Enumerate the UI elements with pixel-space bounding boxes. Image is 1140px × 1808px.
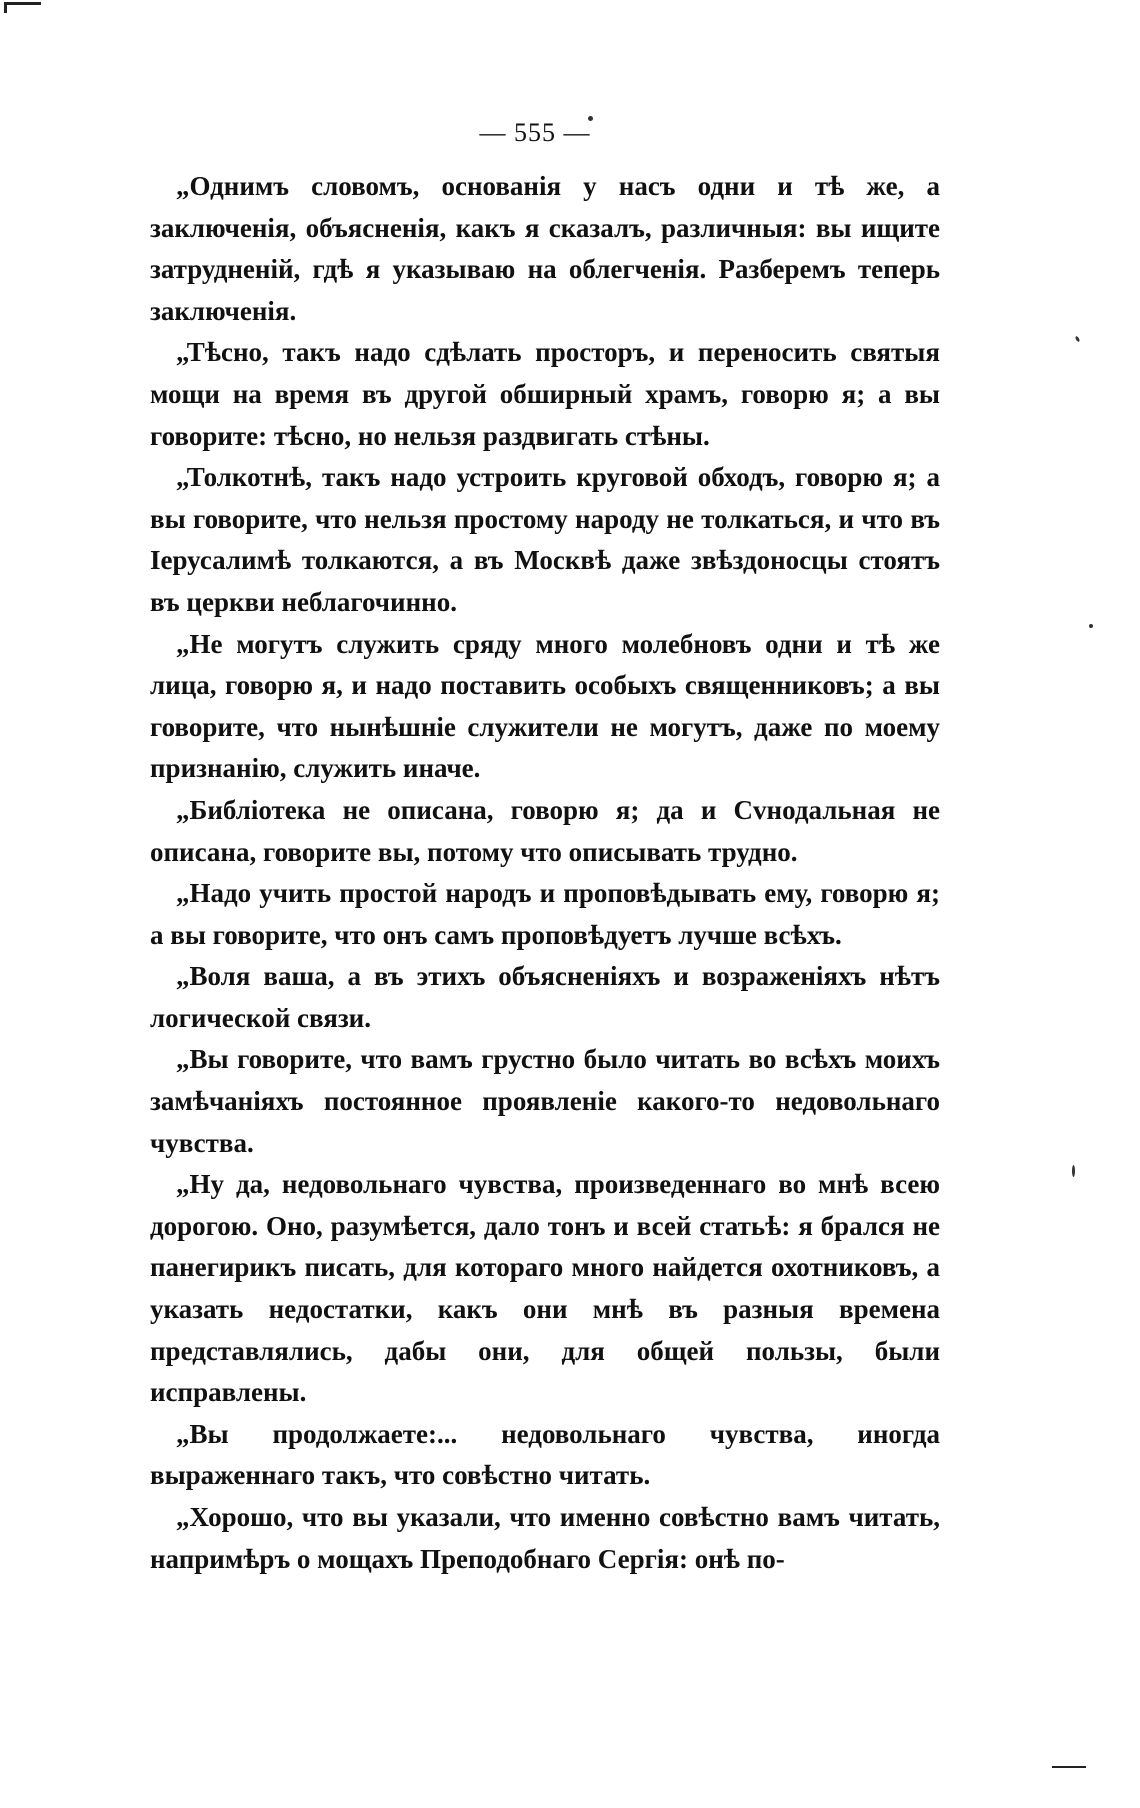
paragraph-5: „Библіотека не описана, говорю я; да и Сvнодальная не описана, говорите вы, потому что описывать трудно. xyxy=(150,794,940,867)
paragraph-1: „Однимъ словомъ, основанія у насъ одни и тѣ же, а заключенія, объясненія, какъ я сказалъ, различныя: вы ищите затрудненій, гдѣ я указываю на облегченія. Разберемъ теперь заключенія. xyxy=(150,171,940,326)
page-speck xyxy=(1075,336,1081,343)
paragraph-10: „Вы продолжаете:... недовольнаго чувства, иногда выраженнаго такъ, что совѣстно читать. xyxy=(150,1418,940,1491)
page-speck xyxy=(1072,1165,1075,1177)
paragraph-9: „Ну да, недовольнаго чувства, произведеннаго во мнѣ всею дорогою. Оно, разумѣется, дало тонъ и всей статьѣ: я брался не панегирикъ писать, для котораго много найдется охотниковъ, а указать недостатки, какъ они мнѣ въ разныя времена представлялись, дабы они, для общей пользы, были исправлены. xyxy=(150,1169,940,1408)
paragraph-2: „Тѣсно, такъ надо сдѣлать просторъ, и переносить святыя мощи на время въ другой обширный храмъ, говорю я; а вы говорите: тѣсно, но нельзя раздвигать стѣны. xyxy=(150,337,940,451)
paragraph-6: „Надо учить простой народъ и проповѣдывать ему, говорю я; а вы говорите, что онъ самъ проповѣдуетъ лучше всѣхъ. xyxy=(150,878,940,950)
scan-corner-mark xyxy=(4,2,41,13)
body-text xyxy=(150,166,940,1580)
paragraph-4: „Не могутъ служить сряду много молебновъ одни и тѣ же лица, говорю я, и надо поставить особыхъ священниковъ; а вы говорите, что нынѣшніе служители не могутъ, даже по моему признанію, служить иначе. xyxy=(150,628,940,784)
scan-edge-mark xyxy=(1052,1766,1086,1768)
paragraph-3: „Толкотнѣ, такъ надо устроить круговой обходъ, говорю я; а вы говорите, что нельзя простому народу не толкаться, и что въ Іерусалимѣ толкаются, а въ Москвѣ даже звѣздоносцы стоятъ въ церкви неблагочинно. xyxy=(150,462,940,617)
paragraph-8: „Вы говорите, что вамъ грустно было читать во всѣхъ моихъ замѣчаніяхъ постоянное проявленіе какого-то недовольнаго чувства. xyxy=(150,1044,940,1158)
page-speck xyxy=(1089,624,1093,628)
page-number: — 555 — xyxy=(479,118,591,147)
paragraph-7: „Воля ваша, а въ этихъ объясненіяхъ и возраженіяхъ нѣтъ логической связи. xyxy=(150,961,940,1033)
paragraph-11: „Хорошо, что вы указали, что именно совѣстно вамъ читать, напримѣръ о мощахъ Преподобнаго Сергія: онѣ по- xyxy=(150,1502,940,1574)
